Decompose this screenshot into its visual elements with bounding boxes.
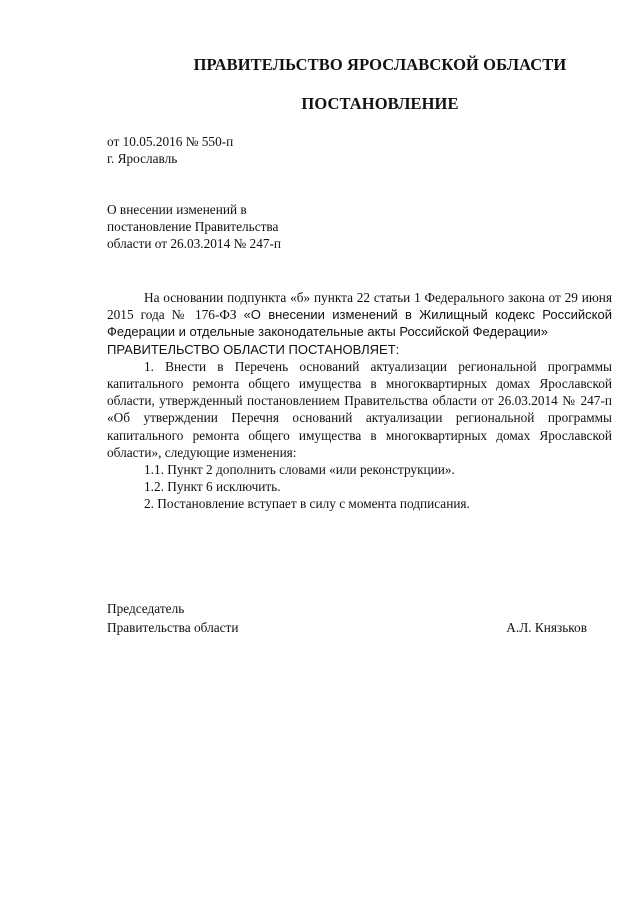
subject-line: О внесении изменений в [107,202,247,217]
item-1-2: 1.2. Пункт 6 исключить. [144,479,281,495]
signer-name: А.Л. Князьков [506,620,587,635]
item-1: 1. Внести в Перечень оснований актуализации региональной программы капитального ремонта общего имущества в многоквартирных домах Ярославской области, утвержденный постановлением Правительства области от 26.03.2014 № 247-п «Об утверждении Перечня оснований актуализации региональной программы капитального ремонта общего имущества в многоквартирных домах Ярославской области», следующие изменения: [107,358,612,460]
date-number: от 10.05.2016 № 550-п [107,134,234,149]
signature-row-2 [107,619,587,638]
item-2: 2. Постановление вступает в силу с момента подписания. [144,496,470,512]
law-title: «О внесении изменений в Жилищный кодекс Российской Федерации и отдельные законодательные акты Российской Федерации» [107,307,612,340]
signature-row-1 [107,600,587,619]
basis-paragraph [107,289,612,341]
basis-text: На основании подпункта «б» пункта 22 статьи 1 Федерального закона от 29 июня 2015 года № 176-ФЗ [107,290,612,323]
signature-block [107,600,587,638]
government-title: ПРАВИТЕЛЬСТВО ЯРОСЛАВСКОЙ ОБЛАСТИ [193,55,567,74]
resolves-line: ПРАВИТЕЛЬСТВО ОБЛАСТИ ПОСТАНОВЛЯЕТ: [107,341,400,357]
signer-title-line2: Правительства области [107,620,239,635]
document-type-title: ПОСТАНОВЛЕНИЕ [301,94,459,113]
item-1-1: 1.1. Пункт 2 дополнить словами «или реконструкции». [144,462,455,478]
subject-line: постановление Правительства [107,219,279,235]
city: г. Ярославль [107,151,178,167]
subject-line: области от 26.03.2014 № 247-п [107,236,282,252]
document-body [107,289,612,513]
document-subject [107,201,367,253]
signer-title-line1: Председатель [107,601,185,616]
document-meta [107,133,233,167]
